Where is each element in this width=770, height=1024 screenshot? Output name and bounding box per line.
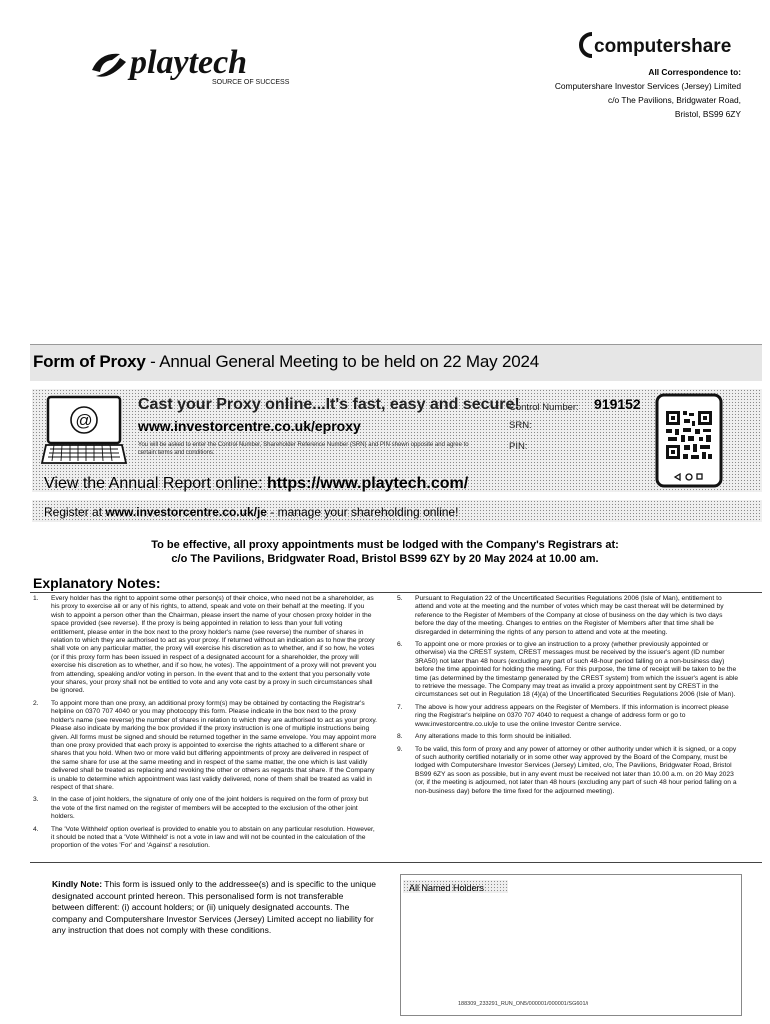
note-item [33,700,378,792]
named-holders-box [400,874,742,1016]
note-item [397,704,740,729]
view-report-label: View the Annual Report online: [44,475,267,492]
explanatory-notes-heading: Explanatory Notes: [33,575,161,591]
address-line: Computershare Investor Services (Jersey) Limited [554,81,741,91]
pin-label: PIN: [509,441,528,452]
correspondence-address [555,65,741,121]
note-number: 8. [397,733,403,741]
annual-report-link[interactable]: https://www.playtech.com/ [266,475,469,492]
page-title [33,352,539,372]
control-number-value: 919152 [594,396,641,412]
svg-text:@: @ [75,411,93,430]
note-number: 2. [33,699,39,707]
note-item [33,796,378,821]
note-text: Pursuant to Regulation 22 of the Uncertificated Securities Regulations 2006 (Isle of Man), entitlement to attend and vote at the meeting and the number of votes which may be cast thereat will be determined by reference to the Register of Members of the Company at close of business on the day which is two days before the day of the meeting. Changes to entries on the Register of Members after that time shall be disregarded in determining the rights of any person to attend and vote at the meeting. [415,595,724,636]
note-item [33,595,378,696]
note-number: 9. [397,745,403,753]
srn-label: SRN: [509,420,532,431]
named-holders-label: All Named Holders [409,883,485,893]
address-line: Bristol, BS99 6ZY [674,109,741,119]
note-text: Every holder has the right to appoint some other person(s) of their choice, who need not be a shareholder, as his proxy to exercise all or any of his rights, to attend, speak and vote on their behalf at the meeting. If you wish to appoint a person other than the Chairman, please insert the name of your chosen proxy holder in the space provided (see reverse). If the proxy is being appointed in relation to less than your full voting entitlement, please enter in the box next to the proxy holder's name (see reverse) the number of shares in relation to which they are authorised to act as your proxy. If returned without an indication as to how the proxy shall vote on any particular matter, the proxy will exercise his discretion as to whether, and if so how, he votes (or if this proxy form has been issued in respect of a designated account for a shareholder, the proxy will exercise his discretion as to whether, and if so how, he votes). The appointment of a proxy will not prevent you from attending, speaking and/or voting in person. In the event that and to the extent that you personally vote your shares, your proxy shall not be entitled to vote and any vote cast by a proxy in such circumstances shall be ignored. [51,595,377,695]
lodging-notice [0,538,770,566]
lodging-notice-line: To be effective, all proxy appointments must be lodged with the Company's Registrars at: [151,539,619,551]
note-item [33,826,378,851]
register-prefix: Register at [44,505,106,519]
eproxy-link[interactable]: www.investorcentre.co.uk/eproxy [138,418,361,434]
divider [30,592,762,593]
investorcentre-link[interactable]: www.investorcentre.co.uk/je [105,505,267,519]
address-line: c/o The Pavilions, Bridgwater Road, [608,95,741,105]
logo-wordmark: playtech [130,44,248,81]
note-text: In the case of joint holders, the signature of only one of the joint holders is required on the form of proxy but the vote of the first named on the register of members will be accepted to the exclusion of the other joint holders. [51,796,369,821]
title-rest: - Annual General Meeting to be held on 22 May 2024 [145,352,539,371]
note-text: Any alterations made to this form should be initialled. [415,733,572,741]
computershare-logo [578,30,738,60]
annual-report-line [44,475,468,493]
cast-proxy-heading: Cast your Proxy online...It's fast, easy and secure! [138,396,520,413]
lodging-notice-line: c/o The Pavilions, Bridgwater Road, Bristol BS99 6ZY by 20 May 2024 at 10.00 am. [171,553,599,565]
document-reference-code: 188309_233291_RUN_ON5/000001/000001/SG601/i [458,1001,589,1007]
qr-code-phone-icon [655,393,723,488]
kindly-note-text: This form is issued only to the addressee(s) and is specific to the unique designated account printed hereon. This personalised form is not transferable between different: (i) account holders; or (ii) uniquely designated accounts. The company and Computershare Investor Services (Jersey) Limited accept no liability for any instruction that does not comply with these conditions. [52,879,376,936]
note-number: 4. [33,825,39,833]
note-text: To be valid, this form of proxy and any power of attorney or other authority under which it is signed, or a copy of such authority certified notarially or in some other way approved by the Board of the Company, must be lodged with Computershare Investor Services (Jersey) Limited, c/o, The Pavilions, Bridgwater Road, Bristol BS99 6ZY as soon as possible, but in any event must be received not later than 10.00 a.m. on 20 May 2023 (or, if the meeting is adjourned, not later than 48 hours (excluding any part of such 48 hour period falling on a non-business day) before the time fixed for the adjourned meeting). [415,745,737,795]
note-item [397,641,740,700]
kindly-note [52,879,377,937]
control-number-label: Control Number: [509,402,579,413]
notes-column-right [397,595,740,800]
cast-proxy-note: You will be asked to enter the Control Number, Shareholder Reference Number (SRN) and PIN shown opposite and agree to certain terms and conditions. [138,442,469,456]
logo-wordmark: computershare [594,36,732,57]
register-line [44,505,458,519]
note-item [397,733,740,741]
note-number: 5. [397,595,403,602]
address-heading: All Correspondence to: [648,67,741,77]
register-suffix: - manage your shareholding online! [266,505,459,519]
note-text: To appoint one or more proxies or to give an instruction to a proxy (whether previously appointed or otherwise) via the CREST system, CREST messages must be received by the issuer's agent (ID number 3RA50) not later than 48 hours (excluding any part of such 48-hour period falling on a non-business day) before the time appointed for holding the meeting. For this purpose, the time of receipt will be taken to be the time (as determined by the timestamp generated by the CREST system) from which the issuer's agent is able to retrieve the message. The Company may treat as invalid a proxy appointment sent by CREST in the circumstances set out in Regulation 18 (4)(a) of the Uncertificated Securities Regulations 2006 (Isle of Man). [415,641,739,699]
note-item [397,746,740,796]
note-item [397,595,740,637]
kindly-note-label: Kindly Note: [52,879,103,889]
note-text: To appoint more than one proxy, an additional proxy form(s) may be obtained by contacting the Registrar's helpline on 0370 707 4040 or you may photocopy this form. Please indicate in the box next to the proxy holder's name (see reverse) the number of shares in relation to which they are authorised to act as your proxy. Please also indicate by marking the box provided if the proxy instruction is one of multiple instructions being given. All forms must be signed and should be returned together in the same envelope. You may appoint more than one proxy provided that each proxy is appointed to exercise the rights attached to a different share or shares that you hold. When two or more valid but differing appointments of proxy are delivered in respect of the same share for use at the same meeting and in respect of the same matter, the one which is last validly delivered shall be treated as replacing and revoking the other or others as regards that share. If the Company is unable to determine which appointment was last validly delivered, none of them shall be treated as valid in respect of that share. [51,699,378,791]
note-number: 3. [33,796,39,804]
note-number: 1. [33,595,39,602]
note-text: The 'Vote Withheld' option overleaf is provided to enable you to abstain on any particular resolution. However, it should be noted that a 'Vote Withheld' is not a vote in law and will not be counted in the calculation of the proportion of the votes 'For' and 'Against' a resolution. [51,825,375,850]
divider [30,862,762,863]
logo-tagline: SOURCE OF SUCCESS [212,79,290,86]
title-bold: Form of Proxy [33,352,146,371]
note-number: 6. [397,641,403,649]
note-text: The above is how your address appears on the Register of Members. If this information is incorrect please ring the Registrar's helpline on 0370 707 4040 to request a change of address form or go to www.investorcentre.co.uk/je to use the online Investor Centre service. [415,703,729,728]
notes-column-left [33,595,378,855]
at-sign-icon [40,395,128,469]
playtech-logo [90,40,290,88]
note-number: 7. [397,703,403,711]
